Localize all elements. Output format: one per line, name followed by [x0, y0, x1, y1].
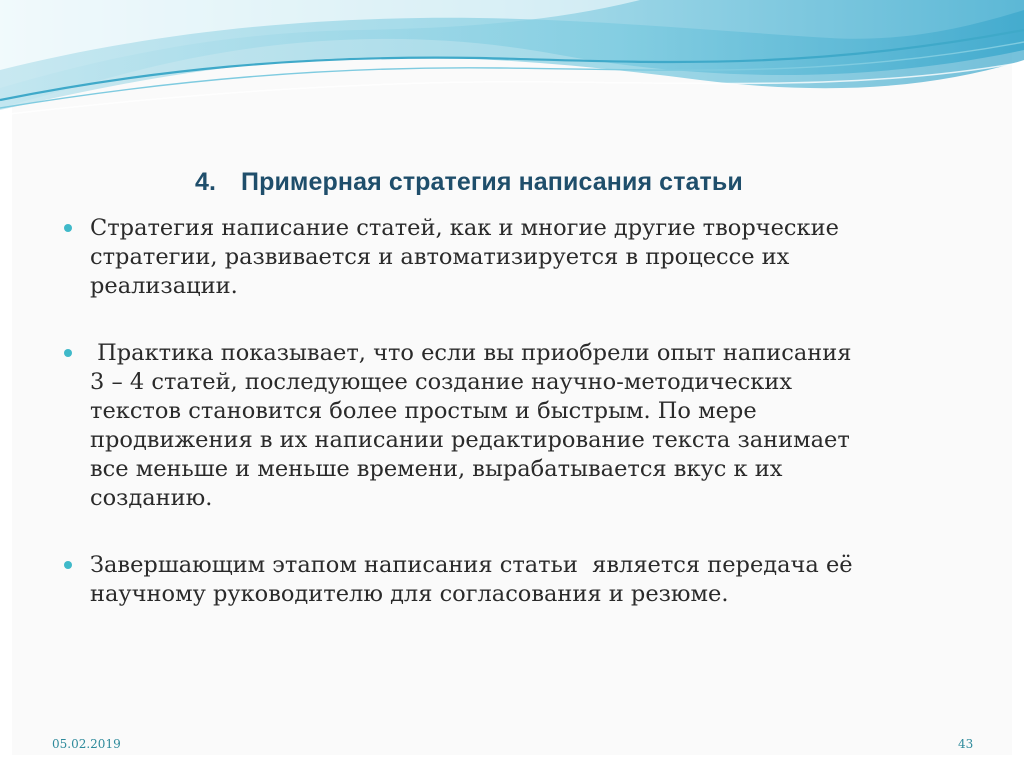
page-number: 43 — [958, 737, 974, 751]
bullet-line: Стратегия написание статей, как и многие другие творческие — [90, 215, 839, 241]
bullet-item — [62, 551, 982, 609]
bullet-marker-icon — [64, 349, 72, 357]
bullet-line: Практика показывает, что если вы приобрели опыт написания — [90, 340, 852, 366]
bullet-line: продвижения в их написании редактирование текста занимает — [90, 427, 850, 453]
bullet-marker-icon — [64, 561, 72, 569]
bullet-list — [62, 214, 982, 609]
slide-title — [195, 168, 743, 197]
bullet-line: созданию. — [90, 485, 213, 511]
footer-date: 05.02.2019 — [52, 737, 121, 751]
bullet-line: Завершающим этапом написания статьи является передача её — [90, 552, 853, 578]
bullet-line: реализации. — [90, 273, 238, 299]
bullet-line: научному руководителю для согласования и резюме. — [90, 581, 729, 607]
slide-title-number: 4. — [195, 168, 217, 196]
wave-header-decoration — [0, 0, 1024, 125]
bullet-line: стратегии, развивается и автоматизируется в процессе их — [90, 244, 790, 270]
slide-title-text: Примерная стратегия написания статьи — [241, 168, 743, 196]
bullet-line: все меньше и меньше времени, вырабатывается вкус к их — [90, 456, 783, 482]
bullet-item — [62, 214, 982, 301]
bullet-line: текстов становится более простым и быстрым. По мере — [90, 398, 757, 424]
bullet-item — [62, 339, 982, 513]
bullet-marker-icon — [64, 224, 72, 232]
bullet-line: 3 – 4 статей, последующее создание научно-методических — [90, 369, 793, 395]
